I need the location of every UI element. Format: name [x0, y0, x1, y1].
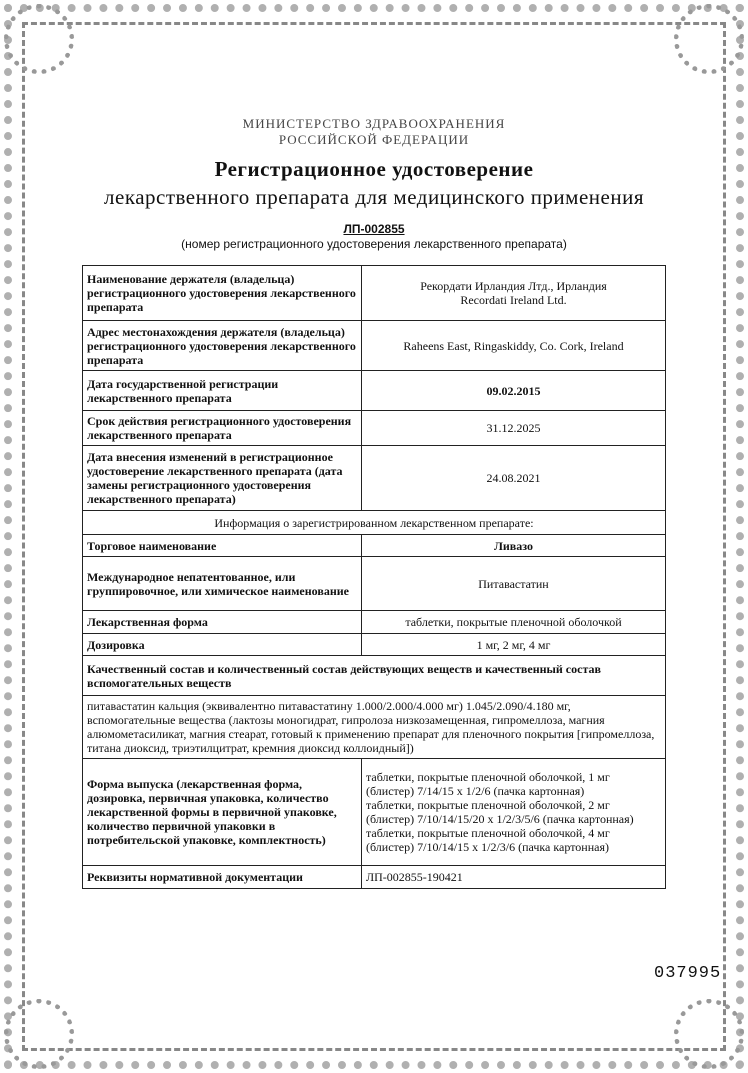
trade-name-label: Торговое наименование	[83, 535, 362, 557]
holder-name-label: Наименование держателя (владельца) регистрационного удостоверения лекарственного препарата	[83, 266, 362, 321]
release-form-line: (блистер) 7/10/14/15 x 1/2/3/6 (пачка картонная)	[366, 840, 609, 854]
table-row	[83, 535, 666, 557]
requisites-value: ЛП-002855-190421	[362, 866, 666, 889]
title-line-2: лекарственного препарата для медицинского применения	[104, 185, 644, 209]
title-line-1: Регистрационное удостоверение	[214, 157, 534, 181]
release-form-line: таблетки, покрытые пленочной оболочкой, 1 мг	[366, 770, 610, 784]
registration-number: ЛП-002855	[343, 222, 405, 236]
info-header: Информация о зарегистрированном лекарственном препарате:	[83, 511, 666, 535]
release-form-line: таблетки, покрытые пленочной оболочкой, 2 мг	[366, 798, 610, 812]
change-date-value: 24.08.2021	[362, 446, 666, 511]
change-date-label: Дата внесения изменений в регистрационное удостоверение лекарственного препарата (дата замены регистрационного удостоверения лекарственного препарата)	[83, 446, 362, 511]
registration-table	[82, 265, 666, 889]
table-row	[83, 759, 666, 866]
registration-number-caption: (номер регистрационного удостоверения лекарственного препарата)	[181, 237, 567, 251]
release-form-value	[362, 759, 666, 866]
document-title	[0, 155, 748, 211]
corner-ornament	[4, 4, 74, 74]
trade-name-value: Ливазо	[362, 535, 666, 557]
release-form-label: Форма выпуска (лекарственная форма, дозировка, первичная упаковка, количество лекарственной формы в первичной упаковке, количество первичной упаковки в потребительской упаковке, комплектность)	[83, 759, 362, 866]
table-row	[83, 634, 666, 656]
holder-name-ru: Рекордати Ирландия Лтд., Ирландия	[420, 279, 607, 293]
holder-address-value: Raheens East, Ringaskiddy, Co. Cork, Ireland	[362, 321, 666, 371]
corner-ornament	[674, 4, 744, 74]
form-serial-number: 037995	[654, 964, 722, 983]
release-form-line: (блистер) 7/10/14/15/20 x 1/2/3/5/6 (пачка картонная)	[366, 812, 634, 826]
table-row	[83, 321, 666, 371]
corner-ornament	[674, 999, 744, 1069]
ministry-line-1: МИНИСТЕРСТВО ЗДРАВООХРАНЕНИЯ	[242, 116, 506, 131]
inn-label: Международное непатентованное, или группировочное, или химическое наименование	[83, 557, 362, 611]
table-row	[83, 696, 666, 759]
table-row	[83, 511, 666, 535]
inn-value: Питавастатин	[362, 557, 666, 611]
ministry-line-2: РОССИЙСКОЙ ФЕДЕРАЦИИ	[278, 132, 470, 147]
composition-heading: Качественный состав и количественный состав действующих веществ и качественный состав вспомогательных веществ	[83, 656, 666, 696]
registration-date-value: 09.02.2015	[362, 371, 666, 411]
holder-address-label: Адрес местонахождения держателя (владельца) регистрационного удостоверения лекарственного препарата	[83, 321, 362, 371]
table-row	[83, 446, 666, 511]
holder-name-en: Recordati Ireland Ltd.	[460, 293, 567, 307]
dosage-label: Дозировка	[83, 634, 362, 656]
composition-text: питавастатин кальция (эквивалентно питавастатину 1.000/2.000/4.000 мг) 1.045/2.090/4.180 мг, вспомогательные вещества (лактозы моногидрат, гипролоза низкозамещенная, гипромеллоза, магния алюмометасиликат, магния стеарат, готовый к применению препарат для пленочного покрытия [гипромеллоза, титана диоксид, триэтилцитрат, кремния диоксид коллоидный])	[83, 696, 666, 759]
table-row	[83, 371, 666, 411]
registration-date-label: Дата государственной регистрации лекарственного препарата	[83, 371, 362, 411]
ministry-name	[0, 116, 748, 148]
holder-name-value	[362, 266, 666, 321]
release-form-line: (блистер) 7/14/15 x 1/2/6 (пачка картонная)	[366, 784, 585, 798]
table-row	[83, 411, 666, 446]
corner-ornament	[4, 999, 74, 1069]
table-row	[83, 656, 666, 696]
dosage-form-label: Лекарственная форма	[83, 611, 362, 634]
table-row	[83, 611, 666, 634]
table-row	[83, 866, 666, 889]
dosage-form-value: таблетки, покрытые пленочной оболочкой	[362, 611, 666, 634]
table-row	[83, 266, 666, 321]
table-row	[83, 557, 666, 611]
release-form-line: таблетки, покрытые пленочной оболочкой, 4 мг	[366, 826, 610, 840]
requisites-label: Реквизиты нормативной документации	[83, 866, 362, 889]
dosage-value: 1 мг, 2 мг, 4 мг	[362, 634, 666, 656]
validity-value: 31.12.2025	[362, 411, 666, 446]
validity-label: Срок действия регистрационного удостоверения лекарственного препарата	[83, 411, 362, 446]
